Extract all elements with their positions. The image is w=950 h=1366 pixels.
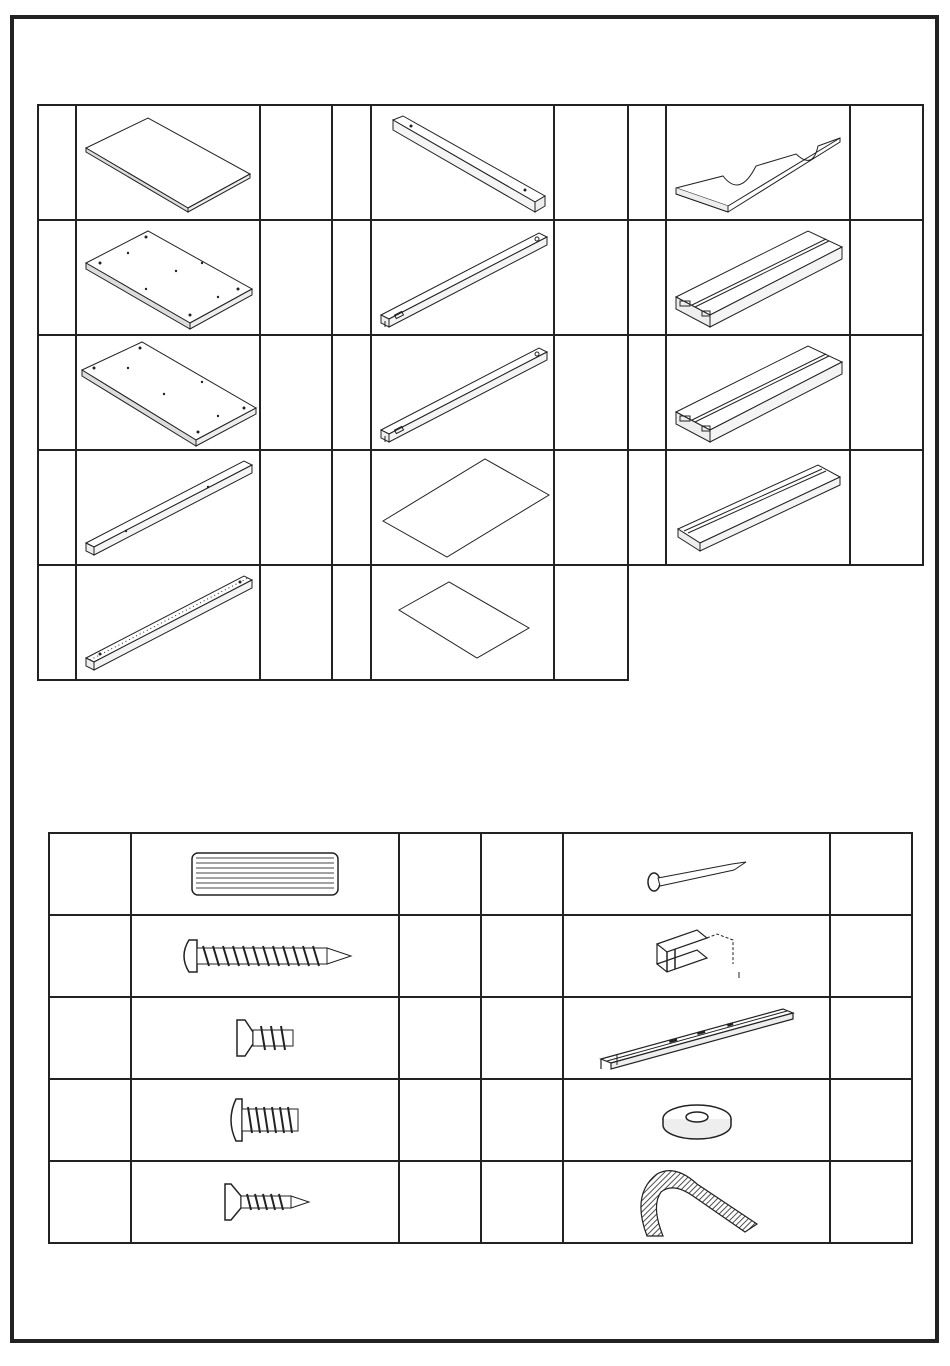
hardware-qty [830,1079,912,1161]
hardware-table-left [48,832,482,1244]
strap-icon [563,1161,830,1243]
hardware-row [481,1161,912,1243]
part-letter [38,565,76,680]
washer-icon [563,1079,830,1161]
panels-row [38,450,923,565]
drilled-panel-icon [76,220,260,335]
hardware-qty [399,1079,481,1161]
part-qty [260,335,332,450]
hardware-code [49,1079,131,1161]
part-qty [850,450,923,565]
hardware-qty [399,1161,481,1243]
drilled-panel-icon [76,335,260,450]
hardware-code [49,1161,131,1243]
hardware-code [49,915,131,997]
hardware-table-right [480,832,913,1244]
part-letter [38,220,76,335]
hardware-qty [830,997,912,1079]
h-connector-icon [563,915,830,997]
part-qty [554,450,628,565]
hardware-code [481,915,563,997]
part-qty [850,335,923,450]
hardware-code [481,1161,563,1243]
part-letter [332,565,371,680]
part-qty [554,335,628,450]
short-screw-icon [131,1079,399,1161]
part-qty [554,105,628,220]
part-qty [554,565,628,680]
curved-cutout-panel-icon [666,105,850,220]
part-letter [332,450,371,565]
part-qty [260,105,332,220]
grooved-bar-icon [76,565,260,680]
part-qty [554,220,628,335]
hardware-row [481,915,912,997]
panels-row [38,335,923,450]
hardware-qty [399,915,481,997]
small-sheet-icon [371,565,554,680]
grooved-drawer-side-icon [666,220,850,335]
hardware-code [49,833,131,915]
part-letter [628,450,666,565]
drawer-slide-icon [563,997,830,1079]
hardware-row [49,1161,481,1243]
hardware-row [481,1079,912,1161]
panels-table [37,104,924,681]
hardware-row [481,997,912,1079]
part-letter [628,105,666,220]
part-letter [628,220,666,335]
hardware-row [481,833,912,915]
part-letter [38,105,76,220]
panels-row [38,105,923,220]
part-qty [260,220,332,335]
part-letter [38,450,76,565]
hardware-code [481,833,563,915]
hardware-row [49,1079,481,1161]
slotted-rail-icon [371,220,554,335]
long-rail-icon [371,105,554,220]
hardware-code [481,1079,563,1161]
part-qty [850,105,923,220]
panels-row [38,565,923,680]
slotted-rail-icon [371,335,554,450]
hardware-qty [830,833,912,915]
hardware-row [49,997,481,1079]
grooved-board-icon [666,450,850,565]
wood-dowel-icon [131,833,399,915]
part-qty [850,220,923,335]
hardware-qty [830,1161,912,1243]
hardware-row [49,833,481,915]
long-screw-icon [131,915,399,997]
hardware-qty [830,915,912,997]
hardware-qty [399,833,481,915]
empty-area [628,565,923,680]
part-qty [260,450,332,565]
hardware-code [481,997,563,1079]
part-qty [260,565,332,680]
cam-bolt-icon [131,997,399,1079]
thin-bar-icon [76,450,260,565]
hardboard-sheet-icon [371,450,554,565]
part-letter [38,335,76,450]
flat-panel-icon [76,105,260,220]
part-letter [332,105,371,220]
part-letter [332,220,371,335]
hardware-code [49,997,131,1079]
flat-head-screw-icon [131,1161,399,1243]
grooved-drawer-side-icon [666,335,850,450]
part-letter [332,335,371,450]
nail-icon [563,833,830,915]
panels-row [38,220,923,335]
hardware-row [49,915,481,997]
hardware-qty [399,997,481,1079]
part-letter [628,335,666,450]
